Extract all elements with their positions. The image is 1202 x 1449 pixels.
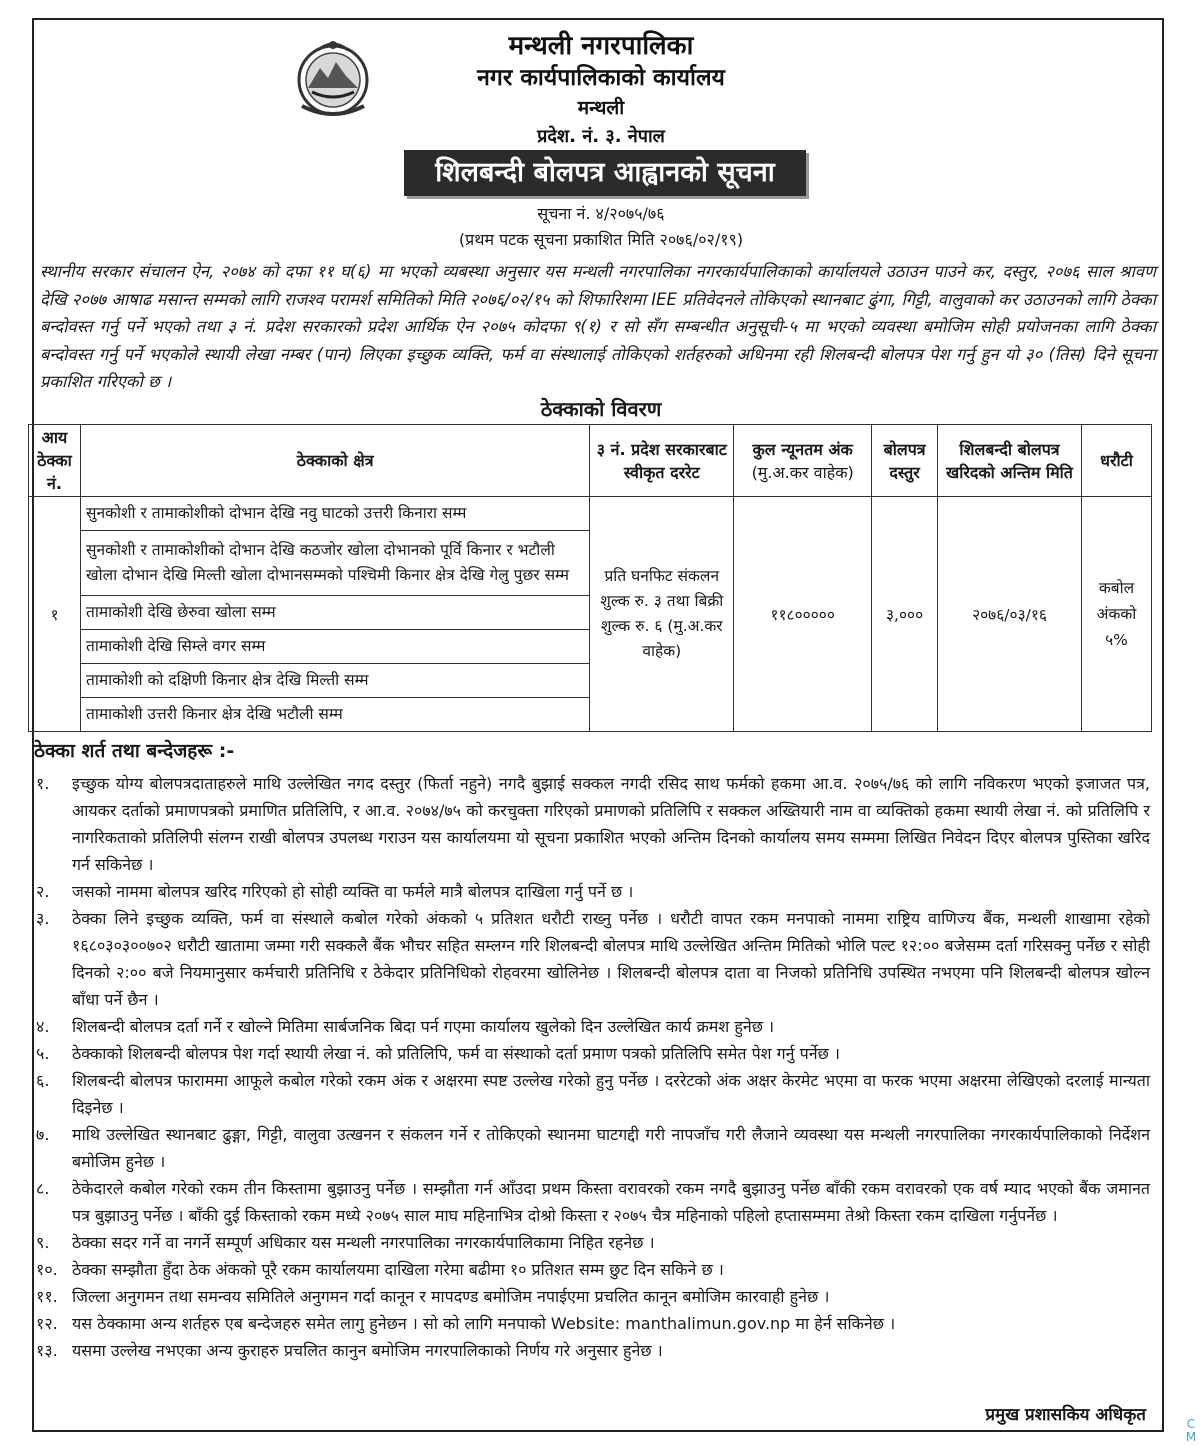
list-item: [36, 1175, 1150, 1229]
term-text: इच्छुक योग्य बोलपत्रदाताहरुले माथि उल्लेखित नगद दस्तुर (फिर्ता नहुने) नगदै बुझाई सक्कल नगदी रसिद साथ फर्मको हकमा आ.व. २०७५/७६ को लागि नविकरण भएको इजाजत पत्र, आयकर दर्ताको प्रमाणपत्रको प्रमाणित प्रतिलिपि, र आ.व. २०७४/७५ को करचुक्ता गरिएको प्रमाणको प्रतिलिपि र सक्कल अख्तियारी नाम वा व्यक्तिको हकमा स्थायी लेखा नं. को प्रतिलिपि र नागरिकताको प्रतिलिपी संलग्न राखी बोलपत्र उपलब्ध गराउन यस कार्यालयमा यो सूचना प्रकाशित भएको अन्तिम दिनको कार्यालय समय सम्ममा लिखित निवेदन दिएर बोलपत्र पुस्तिका खरिद गर्न सकिनेछ ।: [72, 774, 1150, 874]
cell-area-3: तामाकोशी देखि छेरुवा खोला सम्म: [80, 595, 589, 629]
term-number: ६.: [36, 1071, 50, 1090]
office-location: मन्थली: [577, 97, 625, 119]
province-name: प्रदेश. नं. ३. नेपाल: [537, 126, 665, 147]
tender-section-title: ठेक्काको विवरण: [540, 397, 662, 421]
cell-rate: प्रति घनफिट संकलन शुल्क रु. ३ तथा बिक्री शुल्क रु. ६ (मु.अ.कर वाहेक): [590, 497, 734, 732]
term-number: १.: [36, 774, 50, 793]
term-number: ४.: [36, 1017, 50, 1036]
term-text: शिलबन्दी बोलपत्र दर्ता गर्ने र खोल्ने मितिमा सार्बजनिक बिदा पर्न गएमा कार्यालय खुलेको दिन उल्लेखित कार्य क्रमश हुनेछ ।: [72, 1017, 775, 1036]
term-text: यस ठेक्कामा अन्य शर्तहरु एब बन्देजहरु समेत लागु हुनेछन । सो को लागि मनपाको Website: manthalimun.gov.np मा हेर्न सकिनेछ ।: [72, 1314, 896, 1333]
term-text: यसमा उल्लेख नभएका अन्य कुराहरु प्रचलित कानुन बमोजिम नगरपालिकाको निर्णय गरे अनुसार हुनेछ ।: [72, 1341, 663, 1360]
cell-area-6: तामाकोशी उत्तरी किनार क्षेत्र देखि भटौली सम्म: [80, 697, 589, 731]
notice-publish-date: (प्रथम पटक सूचना प्रकाशित मिति २०७६/०२/१९): [458, 230, 744, 249]
term-text: ठेक्का लिने इच्छुक व्यक्ति, फर्म वा संस्थाले कबोल गरेको अंकको ५ प्रतिशत धरौटी राख्नु पर्नेछ । धरौटी वापत रकम मनपाको नाममा राष्ट्रिय वाणिज्य बैंक, मन्थली शाखामा रहेको १६८०३०३००७०२ धरौटी खातामा जम्मा गरी सक्कलै बैंक भौचर सहित सम्लग्न गरि शिलबन्दी बोलपत्र माथि उल्लेखित अन्तिम मितिको भोलि पल्ट १२:०० बजेसम्म दर्ता गरिसक्नु पर्नेछ र सोही दिनको २:०० बजे नियमानुसार कर्मचारी प्रतिनिधि र ठेकेदार प्रतिनिधिको रोहवरमा खोलिनेछ । शिलबन्दी बोलपत्र दाता वा निजको प्रतिनिधि उपस्थित नभएमा पनि शिलबन्दी बोलपत्र खोल्न बाँधा पर्ने छैन ।: [72, 909, 1150, 1009]
term-number: २.: [36, 882, 50, 901]
list-item: [36, 1337, 1150, 1364]
cell-area-5: तामाकोशी को दक्षिणी किनार क्षेत्र देखि मिल्ती सम्म: [80, 663, 589, 697]
cell-last-date: २०७६/०३/१६: [938, 497, 1082, 732]
print-corner-mark: C M: [1185, 1417, 1197, 1444]
col-header-area: ठेक्काको क्षेत्र: [80, 425, 589, 497]
col-header-deposit: धरौटी: [1081, 425, 1151, 497]
notice-intro-paragraph: स्थानीय सरकार संचालन ऐन, २०७४ को दफा ११ घ(६) मा भएको व्यबस्था अनुसार यस मन्थली नगरपालिका नगरकार्यपालिकाको कार्यालयले उठाउन पाउने कर, दस्तुर, २०७६ साल श्रावण देखि २०७७ आषाढ मसान्त सम्मको लागि राजश्व परामर्श समितिको मिति २०७६/०२/१५ को शिफारिशमा IEE प्रतिवेदनले तोकिएको स्थानबाट ढुंगा, गिट्टी, वालुवाको कर उठाउनको लागि ठेक्का बन्दोवस्त गर्नु पर्ने भएको तथा ३ नं. प्रदेश सरकारको प्रदेश आर्थिक ऐन २०७५ कोदफा ९(१) र सो सँग सम्बन्धीत अनुसूची-५ मा भएको व्यवस्था बमोजिम सोही प्रयोजनका लागि ठेक्का बन्दोवस्त गर्नु पर्ने भएकोले स्थायी लेखा नम्बर (पान) लिएका इच्छुक व्यक्ति, फर्म वा संस्थालाई तोकिएको शर्तहरुको अधिनमा रही शिलबन्दी बोलपत्र पेश गर्नु हुन यो ३० (तिस) दिने सूचना प्रकाशित गरिएको छ ।: [40, 262, 1156, 391]
cell-area-2: सुनकोशी र तामाकोशीको दोभान देखि कठजोर खोला दोभानको पूर्वि किनार र भटौली खोला दोभान देखि मिल्ती खोला दोभानसम्मको पश्चिमी किनार क्षेत्र देखि गेलु पुछर सम्म: [80, 531, 589, 596]
cell-area-4: तामाकोशी देखि सिम्ले वगर सम्म: [80, 629, 589, 663]
col-header-fee: बोलपत्र दस्तुर: [872, 425, 938, 497]
term-number: ८.: [36, 1179, 50, 1198]
list-item: [36, 1310, 1150, 1337]
office-name: नगर कार्यपालिकाको कार्यालय: [477, 65, 725, 91]
tender-table: [28, 424, 1152, 732]
list-item: [36, 1283, 1150, 1310]
terms-title: ठेक्का शर्त तथा बन्देजहरू :-: [34, 740, 235, 762]
list-item: [36, 1013, 1150, 1040]
term-text: जसको नाममा बोलपत्र खरिद गरिएको हो सोही व्यक्ति वा फर्मले मात्रै बोलपत्र दाखिला गर्नु पर्ने छ ।: [72, 882, 634, 901]
term-number: ५.: [36, 1044, 50, 1063]
cell-min-amount: ११८०००००: [734, 497, 872, 732]
notice-title: शिलबन्दी बोलपत्र आह्वानको सूचना: [404, 150, 806, 196]
col-header-last-date: शिलबन्दी बोलपत्र खरिदको अन्तिम मिति: [938, 425, 1082, 497]
term-number: ११.: [36, 1287, 58, 1306]
table-row: [29, 497, 1152, 531]
term-text: ठेक्का सदर गर्ने वा नगर्ने सम्पूर्ण अधिकार यस मन्थली नगरपालिका नगरकार्यपालिकामा निहित रहनेछ ।: [72, 1233, 655, 1252]
list-item: [36, 1256, 1150, 1283]
col-header-income-no: आय ठेक्का नं.: [29, 425, 81, 497]
cell-income-no: १: [29, 497, 81, 732]
term-text: ठेक्काको शिलबन्दी बोलपत्र पेश गर्दा स्थायी लेखा नं. को प्रतिलिपि, फर्म वा संस्थाको दर्ता प्रमाण पत्रको प्रतिलिपि समेत पेश गर्नु पर्नेछ ।: [72, 1044, 840, 1063]
term-number: ७.: [36, 1125, 50, 1144]
col-header-min-amount: [734, 425, 872, 497]
list-item: [36, 1121, 1150, 1175]
term-number: ९.: [36, 1233, 50, 1252]
list-item: [36, 878, 1150, 905]
list-item: [36, 1067, 1150, 1121]
list-item: [36, 770, 1150, 878]
cell-deposit: कबोल अंकको ५%: [1081, 497, 1151, 732]
term-number: ३.: [36, 909, 50, 928]
term-number: १२.: [36, 1314, 58, 1333]
term-text: ठेक्का सम्झौता हुँदा ठेक अंकको पूरै रकम कार्यालयमा दाखिला गरेमा बढीमा १० प्रतिशत सम्म छुट दिन सकिने छ ।: [72, 1260, 724, 1279]
term-number: १३.: [36, 1341, 58, 1360]
term-text: ठेकेदारले कबोल गरेको रकम तीन किस्तामा बुझाउनु पर्नेछ । सम्झौता गर्न आँउदा प्रथम किस्ता वरावरको रकम नगदै बुझाउनु पर्नेछ बाँकी रकम वरावरको एक वर्ष म्याद भएको बैंक जमानत पत्र बुझाउनु पर्नेछ । बाँकी दुई किस्ताको रकम मध्ये २०७५ साल माघ महिनाभित्र दोश्रो किस्ता र २०७५ चैत्र महिनाको पहिलो हप्तासम्ममा तेश्रो किस्ता रकम दाखिला गर्नुपर्नेछ ।: [72, 1179, 1150, 1225]
col-header-min-amount-label: कुल न्यूनतम अंक: [752, 439, 853, 459]
cell-fee: ३,०००: [872, 497, 938, 732]
col-header-min-amount-note: (मु.अ.कर वाहेक): [751, 462, 854, 482]
terms-list: [36, 770, 1150, 1364]
signatory-title: प्रमुख प्रशासकिय अधिकृत: [985, 1405, 1146, 1425]
term-text: शिलबन्दी बोलपत्र फाराममा आफूले कबोल गरेको रकम अंक र अक्षरमा स्पष्ट उल्लेख गरेको हुनु पर्नेछ । दररेटको अंक अक्षर केरमेट भएमा वा फरक भएमा अक्षरमा लेखिएको दरलाई मान्यता दिइनेछ ।: [72, 1071, 1151, 1117]
term-text: जिल्ला अनुगमन तथा समन्वय समितिले अनुगमन गर्दा कानून र मापदण्ड बमोजिम नपाईएमा प्रचलित कानून बमोजिम कारवाही हुनेछ ।: [72, 1287, 830, 1306]
list-item: [36, 1229, 1150, 1256]
col-header-rate: ३ नं. प्रदेश सरकारबाट स्वीकृत दररेट: [590, 425, 734, 497]
term-number: १०.: [36, 1260, 58, 1279]
list-item: [36, 1040, 1150, 1067]
notice-ref-no: सूचना नं. ४/२०७५/७६: [537, 204, 665, 223]
term-text: माथि उल्लेखित स्थानबाट ढुङ्गा, गिट्टी, वालुवा उत्खनन र संकलन गर्ने र तोकिएको स्थानमा घाटगद्दी गरी नापजाँच गरी लैजाने व्यवस्था यस मन्थली नगरपालिका नगरकार्यपालिकाको निर्देशन बमोजिम हुनेछ ।: [72, 1125, 1150, 1171]
tender-table-header-row: [29, 425, 1152, 497]
list-item: [36, 905, 1150, 1013]
municipality-name: मन्थली नगरपालिका: [508, 31, 694, 61]
cell-area-1: सुनकोशी र तामाकोशीको दोभान देखि नवु घाटको उत्तरी किनारा सम्म: [80, 497, 589, 531]
